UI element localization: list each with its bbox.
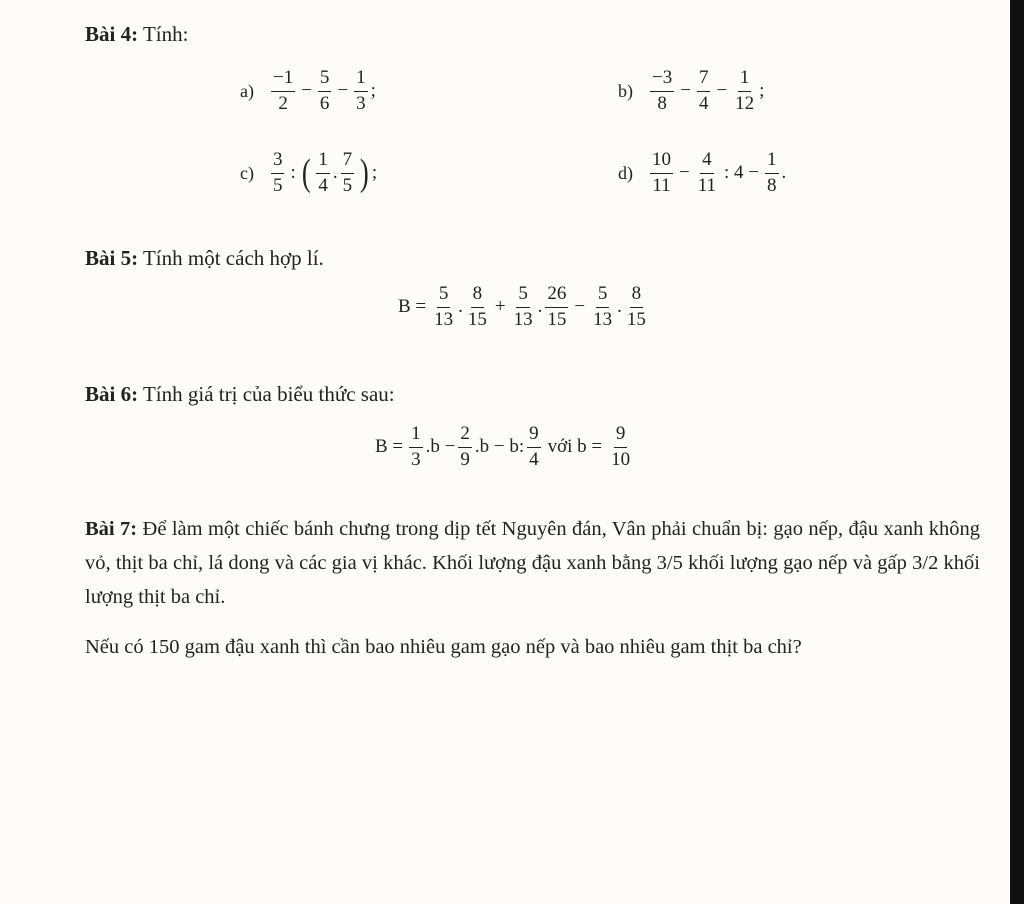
numerator: 1 <box>316 150 330 174</box>
numerator: 7 <box>697 68 711 92</box>
bai7-question-text: Nếu có 150 gam đậu xanh thì cần bao nhiêu gam gạo nếp và bao nhiêu gam thịt ba chỉ? <box>85 636 802 658</box>
denominator: 8 <box>657 92 667 114</box>
denominator: 13 <box>513 308 533 330</box>
bai7-question <box>85 630 980 664</box>
operator: − <box>337 80 349 102</box>
numerator: 4 <box>700 150 714 174</box>
bai4-expr-d <box>618 150 786 197</box>
numerator: 1 <box>765 150 779 174</box>
expr-label: b) <box>618 80 633 101</box>
fraction <box>354 68 368 115</box>
denominator: 15 <box>626 308 646 330</box>
denominator: 3 <box>411 448 421 470</box>
denominator: 2 <box>278 92 288 114</box>
bai4-expr-c <box>240 150 377 197</box>
bai5-number: Bài 5: <box>85 246 139 270</box>
denominator: 13 <box>593 308 613 330</box>
numerator: −3 <box>650 68 674 92</box>
bai6-expression <box>372 424 635 471</box>
right-paren: ) <box>360 152 369 195</box>
denominator: 4 <box>529 448 539 470</box>
denominator: 11 <box>697 174 717 196</box>
bai5-title: Tính một cách hợp lí. <box>142 246 324 270</box>
denominator: 15 <box>547 308 567 330</box>
expression-part: .b − b: <box>474 436 525 458</box>
denominator: 4 <box>318 174 328 196</box>
operator: . <box>617 296 622 318</box>
operator: − <box>716 80 728 102</box>
fraction <box>697 68 711 115</box>
denominator: 5 <box>342 174 353 196</box>
bai5-expression <box>395 284 651 331</box>
fraction <box>650 68 674 115</box>
fraction <box>625 284 648 331</box>
punctuation: ; <box>759 80 765 102</box>
denominator: 6 <box>319 92 330 114</box>
denominator: 9 <box>460 448 470 470</box>
denominator: 5 <box>272 174 283 196</box>
bai7-number: Bài 7: <box>85 518 138 540</box>
bai4-number: Bài 4: <box>85 22 139 46</box>
numerator: 2 <box>458 424 472 448</box>
operator: − <box>301 80 312 102</box>
operator: + <box>494 296 506 318</box>
fraction <box>765 150 779 197</box>
numerator: 7 <box>341 150 355 174</box>
bai4-expr-b <box>618 68 764 115</box>
denominator: 4 <box>698 92 709 114</box>
scan-edge-strip <box>1010 0 1024 904</box>
numerator: 5 <box>516 284 530 308</box>
punctuation: ; <box>371 162 378 184</box>
operator: : <box>290 162 296 184</box>
bai6-heading <box>85 382 395 407</box>
numerator: 8 <box>630 284 644 308</box>
operator: . <box>537 296 543 318</box>
numerator: 1 <box>409 424 423 448</box>
left-paren: ( <box>301 152 311 195</box>
expr-label: d) <box>618 162 633 183</box>
denominator: 10 <box>611 448 631 470</box>
fraction <box>650 150 673 197</box>
fraction <box>545 284 568 331</box>
fraction <box>409 424 423 471</box>
punctuation: ; <box>370 80 376 102</box>
fraction <box>432 284 455 331</box>
numerator: 1 <box>354 68 368 92</box>
numerator: 3 <box>271 150 285 174</box>
fraction <box>527 424 541 471</box>
bai6-number: Bài 6: <box>85 382 139 406</box>
fraction <box>591 284 614 331</box>
numerator: 8 <box>471 284 485 308</box>
fraction <box>316 150 330 197</box>
denominator: 3 <box>356 92 366 114</box>
expr-label: a) <box>240 80 254 101</box>
numerator: 26 <box>545 284 568 308</box>
denominator: 8 <box>767 174 777 196</box>
fraction <box>512 284 535 331</box>
expression-lhs: B = <box>375 436 404 458</box>
denominator: 13 <box>434 308 454 330</box>
fraction <box>341 150 355 197</box>
bai4-title: Tính: <box>142 22 189 46</box>
fraction <box>458 424 472 471</box>
fraction <box>271 68 295 115</box>
denominator: 12 <box>735 92 755 114</box>
fraction <box>609 424 632 471</box>
denominator: 15 <box>467 308 487 330</box>
denominator: 11 <box>652 174 671 196</box>
operator: − <box>574 296 586 318</box>
numerator: 5 <box>318 68 332 92</box>
numerator: 5 <box>437 284 451 308</box>
bai6-title: Tính giá trị của biểu thức sau: <box>142 382 395 406</box>
fraction <box>696 150 718 197</box>
numerator: 5 <box>596 284 610 308</box>
operator: . <box>332 162 338 184</box>
numerator: −1 <box>271 68 295 92</box>
operator: : 4 − <box>724 162 760 184</box>
expression-part: với b = <box>547 436 603 458</box>
bai4-expr-a <box>240 68 376 115</box>
fraction <box>271 150 285 197</box>
numerator: 9 <box>527 424 541 448</box>
expression-part: .b − <box>425 436 456 458</box>
fraction <box>318 68 332 115</box>
operator: − <box>679 162 690 184</box>
bai7-text: Để làm một chiếc bánh chưng trong dịp tết Nguyên đán, Vân phải chuẩn bị: gạo nếp, đậu xanh không vỏ, thịt ba chỉ, lá dong và các gia vị khác. Khối lượng đậu xanh bằng 3/5 khối lượng gạo nếp và gấp 3/2 khối lượng thịt ba chỉ. <box>85 518 981 608</box>
expr-label: c) <box>240 162 254 183</box>
bai4-heading <box>85 22 188 47</box>
operator: . <box>458 296 463 318</box>
operator: − <box>680 80 691 102</box>
punctuation: . <box>781 162 787 184</box>
numerator: 9 <box>614 424 628 448</box>
expression-lhs: B = <box>398 296 427 318</box>
bai5-heading <box>85 246 324 271</box>
numerator: 10 <box>650 150 673 174</box>
numerator: 1 <box>738 68 752 92</box>
fraction <box>466 284 489 331</box>
bai7-paragraph <box>85 512 980 614</box>
fraction <box>733 68 756 115</box>
